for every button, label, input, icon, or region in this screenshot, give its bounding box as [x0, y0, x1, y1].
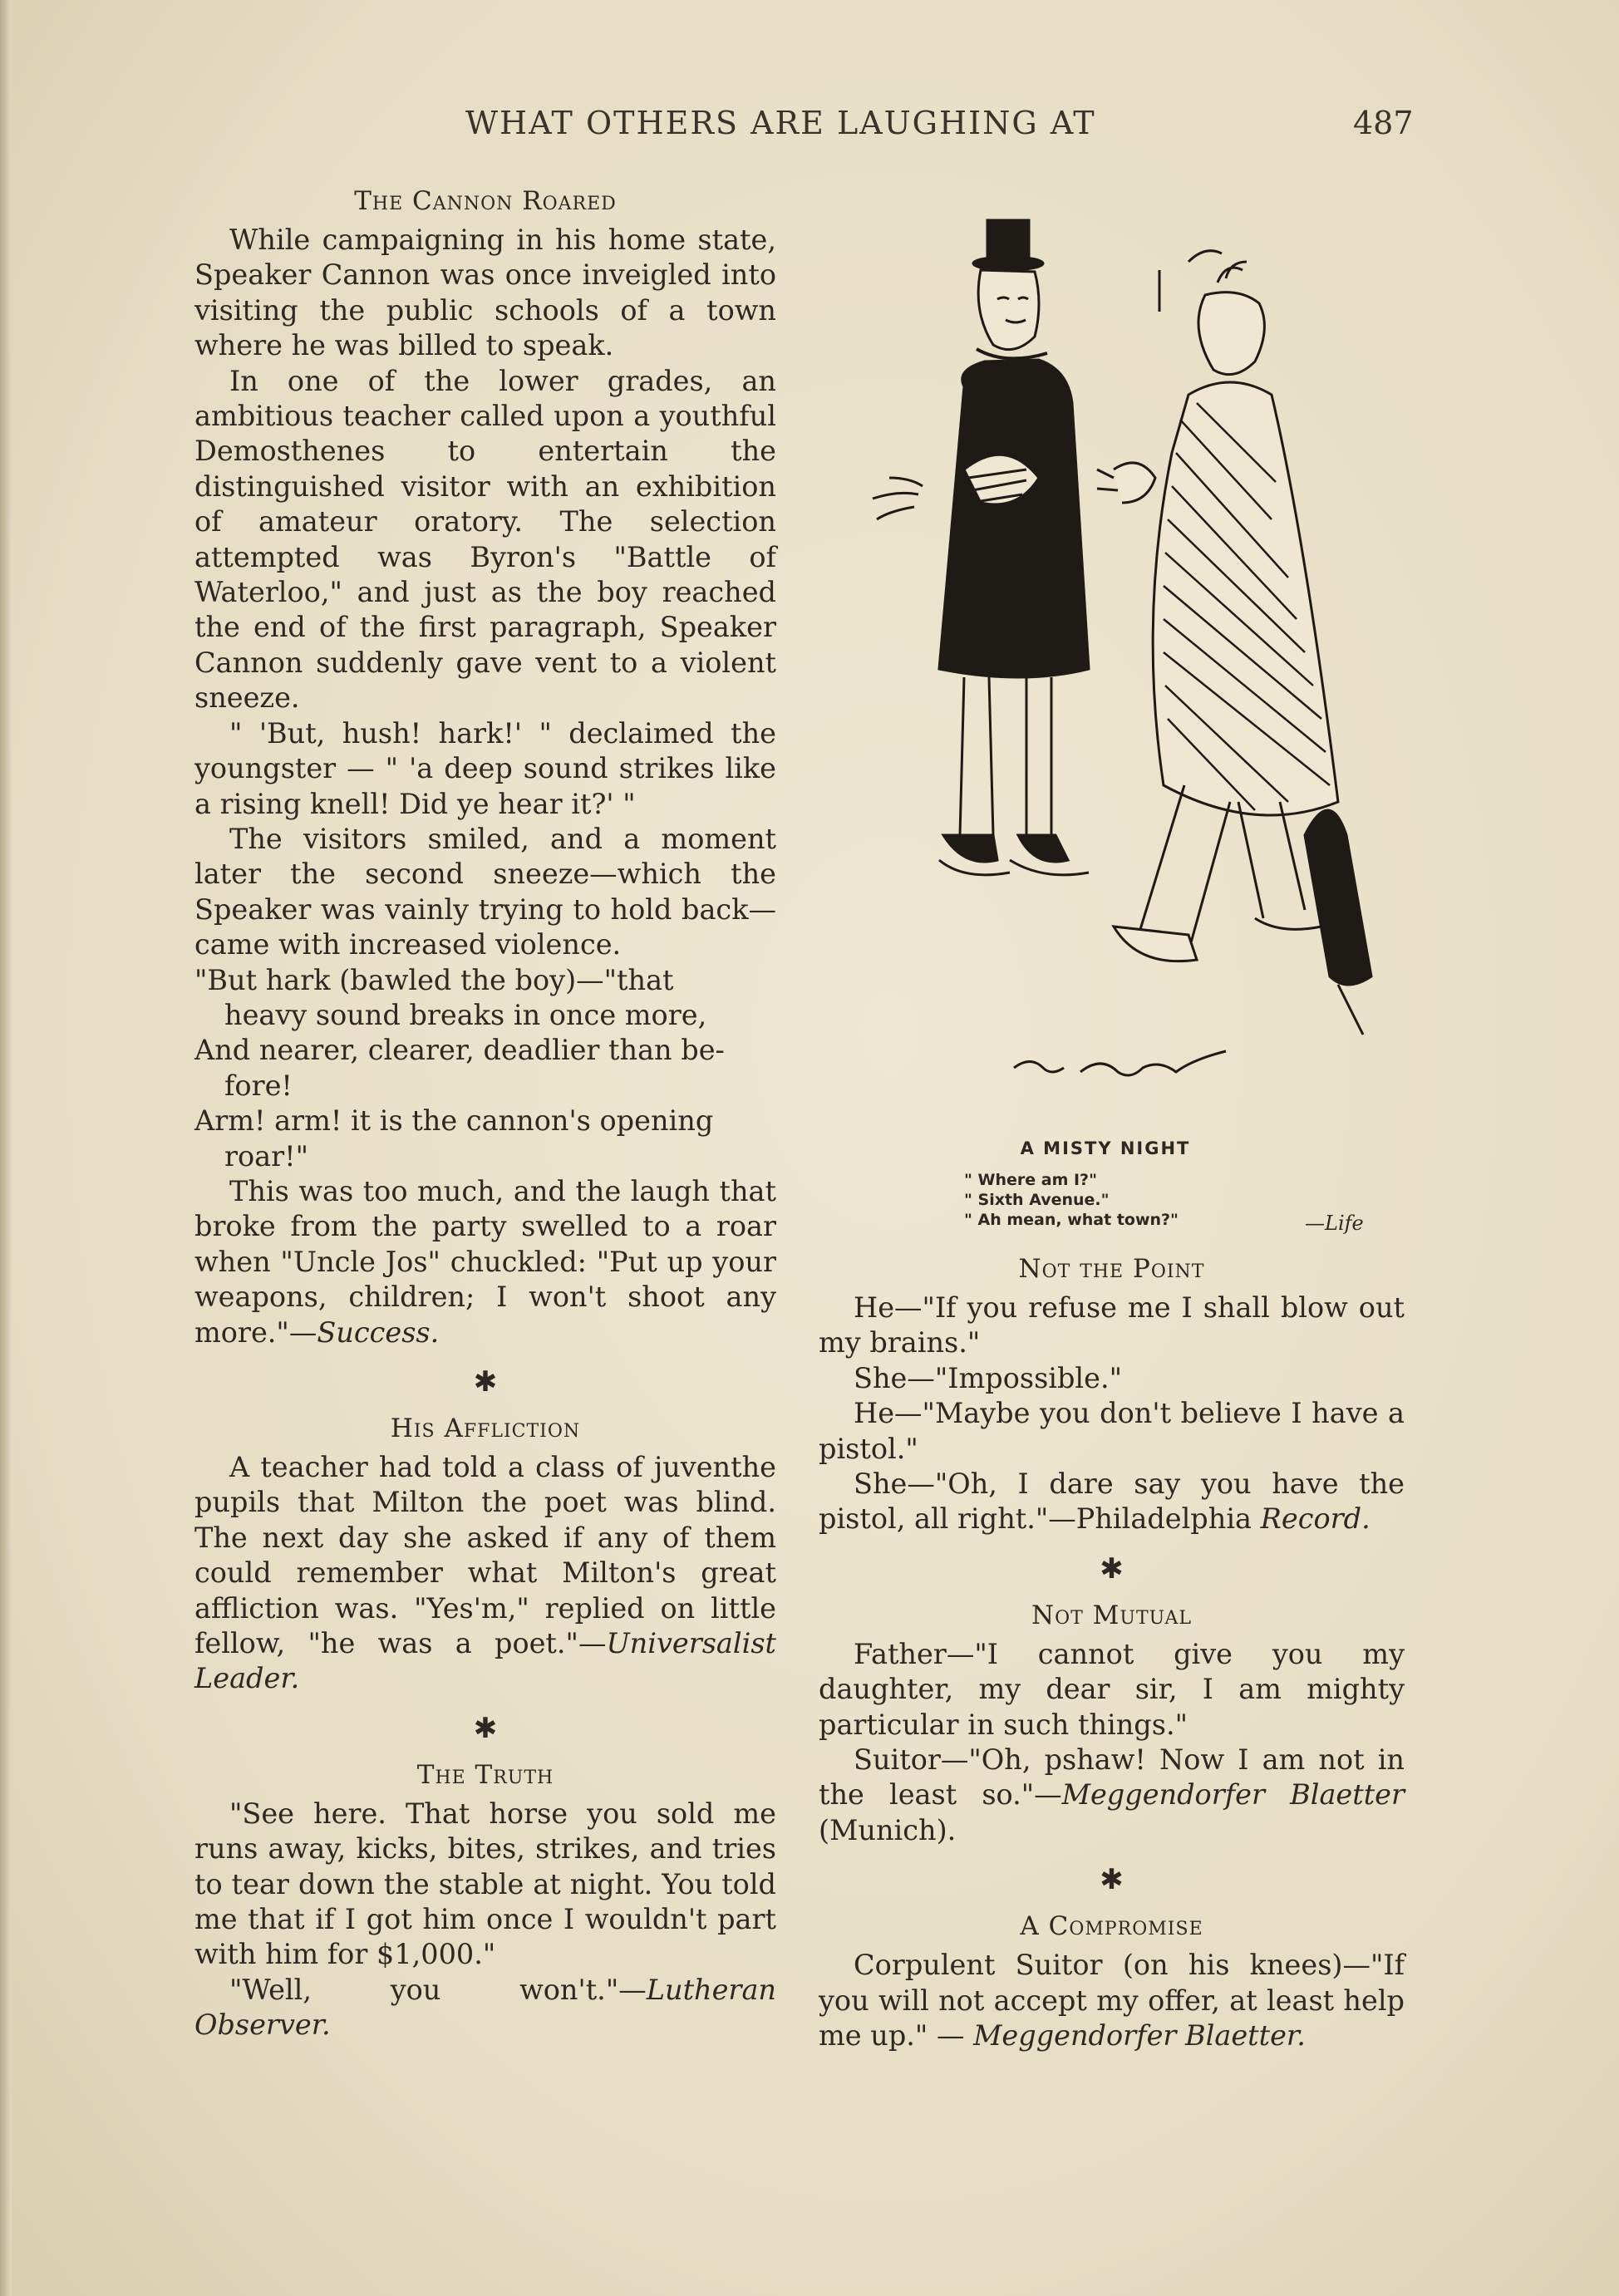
- verse-line-1b: heavy sound breaks in once more,: [224, 998, 707, 1031]
- separator-star: ✱: [473, 1711, 498, 1745]
- cartoon-title: A MISTY NIGHT: [1020, 1138, 1191, 1158]
- caption-line-2: " Sixth Avenue.": [964, 1191, 1110, 1209]
- cannon-paragraph-5: [194, 1174, 776, 1350]
- section-title-mutual: Not Mutual: [1031, 1600, 1192, 1630]
- verse-line-2b: fore!: [224, 1069, 293, 1102]
- verse-line-3: Arm! arm! it is the cannon's opening: [194, 1104, 714, 1138]
- truth-text: "Well, you won't."—: [229, 1973, 647, 2006]
- mutual-paragraph-1: Father—"I cannot give you my daughter, my dear sir, I am mighty particular in such things.": [819, 1637, 1405, 1741]
- affliction-paragraph: [194, 1450, 776, 1697]
- section-title-cannon: The Cannon Roared: [354, 186, 617, 216]
- compromise-source: Meggendorfer Blaetter.: [973, 2019, 1306, 2053]
- running-title: WHAT OTHERS ARE LAUGHING AT: [465, 105, 1096, 141]
- point-text: She—"Oh, I dare say you have the pistol, all right."—Philadelphia: [819, 1468, 1405, 1536]
- right-column: [819, 1252, 1405, 2054]
- affliction-source: Universalist Leader.: [194, 1627, 776, 1695]
- separator-star: ✱: [1100, 1551, 1124, 1586]
- binding-edge: [0, 0, 12, 2296]
- verse-line-1: "But hark (bawled the boy)—"that: [194, 963, 674, 996]
- cannon-paragraph-5-text: This was too much, and the laugh that broke from the party swelled to a roar when "Uncle Jos" chuckled: "Put up your weapons, children; I won't shoot any more."—: [194, 1174, 776, 1349]
- compromise-paragraph: [819, 1948, 1405, 2053]
- compromise-text: Corpulent Suitor (on his knees)—"If you will not accept my offer, at least help me up." —: [819, 1949, 1405, 2053]
- truth-paragraph-2: [194, 1973, 776, 2043]
- caption-line-1: " Where am I?": [964, 1171, 1097, 1189]
- mutual-text: Suitor—"Oh, pshaw! Now I am not in the least so."—: [819, 1743, 1405, 1812]
- cannon-paragraph-2: In one of the lower grades, an ambitious teacher called upon a youthful Demosthenes to entertain the distinguished visitor with an exhibition of amateur oratory. The selection attempted was Byron's "Battle of Waterloo," and just as the boy reached the end of the first paragraph, Speaker Cannon suddenly gave vent to a violent sneeze.: [194, 364, 776, 715]
- cartoon-illustration: [839, 204, 1388, 1118]
- tall-man-figure: [1097, 251, 1371, 1035]
- affliction-text: A teacher had told a class of juventhe pupils that Milton the poet was blind. The next day she asked if any of them could remember what Milton's great affliction was. "Yes'm," replied on little fellow, "he was a poet."—: [194, 1451, 776, 1660]
- cartoon-caption: [964, 1170, 1280, 1230]
- separator-star: ✱: [473, 1365, 498, 1399]
- page-number: 487: [1353, 105, 1414, 141]
- point-source: Record.: [1260, 1502, 1370, 1536]
- point-paragraph-3: He—"Maybe you don't believe I have a pistol.": [819, 1397, 1405, 1465]
- cannon-source: Success.: [317, 1315, 440, 1349]
- section-title-affliction: His Affliction: [390, 1413, 581, 1443]
- caption-line-3: " Ah mean, what town?": [964, 1211, 1179, 1229]
- separator-star: ✱: [1100, 1863, 1124, 1897]
- mutual-tail: (Munich).: [819, 1813, 957, 1846]
- cannon-paragraph-1: While campaigning in his home state, Speaker Cannon was once inveigled into visiting the public schools of a town where he was billed to speak.: [194, 224, 776, 362]
- truth-source: Lutheran Observer.: [194, 1973, 776, 2042]
- point-paragraph-4: [819, 1467, 1405, 1537]
- truth-paragraph-1: "See here. That horse you sold me runs away, kicks, bites, strikes, and tries to tear down the stable at night. You told me that if I got him once I wouldn't part with him for $1,000.": [194, 1797, 776, 1971]
- cartoon-source: —Life: [1305, 1212, 1364, 1235]
- cannon-paragraph-3: " 'But, hush! hark!' " declaimed the youngster — " 'a deep sound strikes like a rising knell! Did ye hear it?' ": [194, 716, 776, 820]
- section-title-truth: The Truth: [416, 1759, 554, 1790]
- section-title-compromise: A Compromise: [1020, 1911, 1203, 1942]
- short-man-figure: [873, 220, 1089, 875]
- mutual-source: Meggendorfer Blaetter: [1061, 1778, 1405, 1812]
- artist-signature: [1014, 1051, 1226, 1075]
- point-paragraph-1: He—"If you refuse me I shall blow out my brains.": [819, 1291, 1405, 1359]
- cannon-paragraph-4: The visitors smiled, and a moment later the second sneeze—which the Speaker was vainly trying to hold back—came with increased violence.: [194, 822, 776, 961]
- mutual-paragraph-2: [819, 1743, 1405, 1848]
- verse-line-3b: roar!": [224, 1139, 309, 1173]
- section-title-point: Not the Point: [1018, 1254, 1205, 1284]
- cannon-verse: [194, 963, 776, 1174]
- point-paragraph-2: She—"Impossible.": [854, 1361, 1123, 1394]
- verse-line-2: And nearer, clearer, deadlier than be-: [194, 1034, 725, 1067]
- left-column: [194, 184, 776, 2043]
